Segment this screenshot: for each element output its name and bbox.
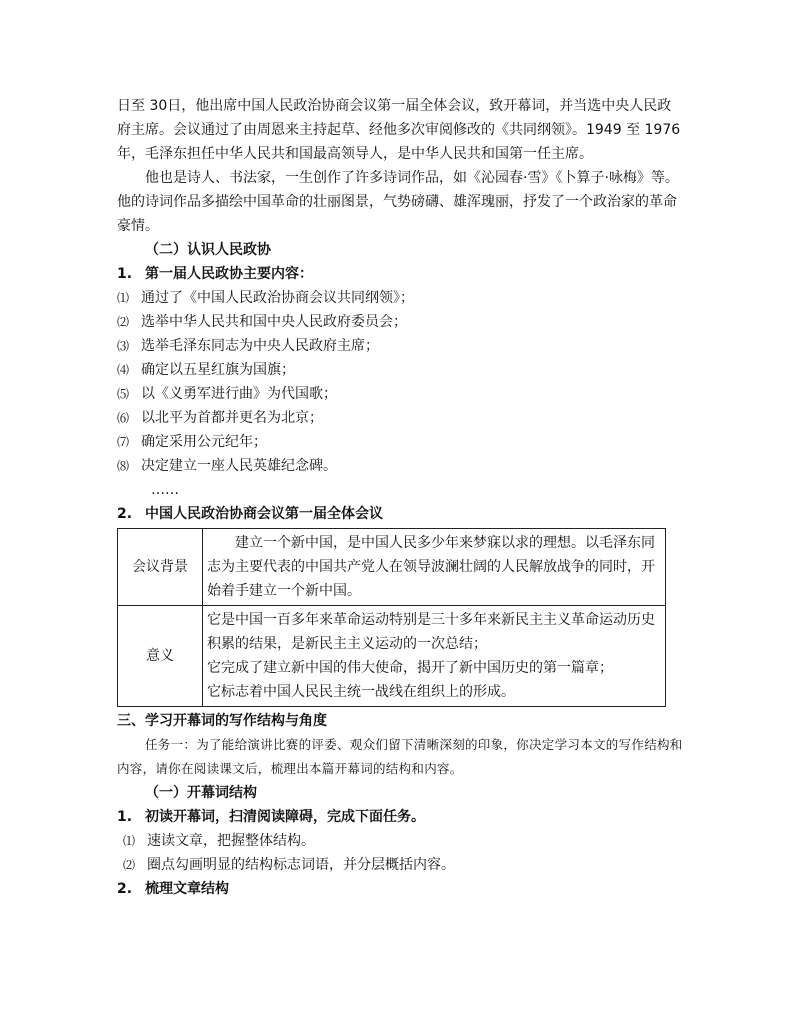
item-heading-1	[117, 262, 685, 286]
list-item-number: ⑵	[123, 858, 136, 872]
item-heading-2	[117, 502, 685, 526]
list-item-text: 确定以五星红旗为国旗；	[141, 362, 295, 378]
list-item-text: 速读文章，把握整体结构。	[147, 833, 315, 849]
step-heading-2	[117, 877, 685, 901]
table-label-significance: 意义	[118, 606, 203, 707]
document-body	[117, 94, 685, 901]
list-item-text: 以北平为首都并更名为北京；	[141, 410, 323, 426]
section-title: 学习开幕词的写作结构与角度	[145, 713, 327, 729]
list-item-text: 选举毛泽东同志为中央人民政府主席；	[141, 338, 379, 354]
list-item	[117, 358, 685, 382]
list-item-number: ⑸	[117, 387, 130, 401]
item-number: 1.	[117, 266, 133, 282]
list-item-number: ⑶	[117, 339, 130, 353]
list-item-number: ⑹	[117, 411, 130, 425]
ellipsis: ……	[151, 482, 179, 498]
step-heading-1	[117, 805, 685, 829]
table-label-background: 会议背景	[118, 529, 203, 606]
list-item-number: ⑻	[117, 459, 130, 473]
list-item-number: ⑷	[117, 363, 130, 377]
list-item-text: 决定建立一座人民英雄纪念碑。	[141, 458, 337, 474]
step-number: 2.	[117, 881, 133, 897]
item-title: 中国人民政治协商会议第一届全体会议	[145, 506, 383, 522]
list-item-text: 选举中华人民共和国中央人民政府委员会；	[141, 314, 407, 330]
list-item	[117, 334, 685, 358]
section-heading-know-cppcc: （二）认识人民政协	[145, 242, 271, 258]
list-item-text: 以《义勇军进行曲》为代国歌；	[141, 386, 337, 402]
item-title: 第一届人民政协主要内容：	[145, 266, 313, 282]
contents-list	[117, 286, 685, 478]
significance-line: 它标志着中国人民民主统一战线在组织上的形成。	[207, 684, 515, 700]
table-cell-significance	[203, 606, 666, 707]
list-item-text: 确定采用公元纪年；	[141, 434, 267, 450]
list-item-number: ⑴	[123, 834, 136, 848]
list-item	[117, 382, 685, 406]
list-item-text: 圈点勾画明显的结构标志词语，并分层概括内容。	[147, 857, 455, 873]
list-item	[117, 454, 685, 478]
significance-line: 它完成了建立新中国的伟大使命，揭开了新中国历史的第一篇章；	[207, 660, 613, 676]
conference-info-table	[117, 528, 666, 707]
step-title: 初读开幕词，扫清阅读障碍，完成下面任务。	[145, 809, 425, 825]
step-title: 梳理文章结构	[145, 881, 229, 897]
significance-line: 它是中国一百多年来革命运动特别是三十多年来新民主主义革命运动历史积累的结果，是新民主主义运动的一次总结；	[207, 612, 655, 652]
list-item	[117, 430, 685, 454]
item-number: 2.	[117, 506, 133, 522]
list-item-number: ⑵	[117, 315, 130, 329]
intro-paragraph-2: 他也是诗人、书法家，一生创作了许多诗词作品，如《沁园春·雪》《卜算子·咏梅》等。他的诗词作品多描绘中国革命的壮丽图景，气势磅礴、雄浑瑰丽，抒发了一个政治家的革命豪情。	[117, 170, 679, 234]
section-3-heading	[117, 709, 685, 733]
subsection-heading-structure: （一）开幕词结构	[145, 785, 257, 801]
step-number: 1.	[117, 809, 133, 825]
list-item-number: ⑺	[117, 435, 130, 449]
table-cell-background: 建立一个新中国，是中国人民多少年来梦寐以求的理想。以毛泽东同志为主要代表的中国共产党人在领导波澜壮阔的人民解放战争的同时，开始着手建立一个新中国。	[203, 529, 666, 606]
task-one-text: 任务一：为了能给演讲比赛的评委、观众们留下清晰深刻的印象，你决定学习本文的写作结构和内容，请你在阅读课文后，梳理出本篇开幕词的结构和内容。	[117, 737, 683, 776]
step-1-item	[117, 829, 685, 853]
list-item	[117, 286, 685, 310]
list-item	[117, 406, 685, 430]
intro-paragraph-1: 日至 30日，他出席中国人民政治协商会议第一届全体会议，致开幕词，并当选中央人民政府主席。会议通过了由周恩来主持起草、经他多次审阅修改的《共同纲领》。1949 至 1976 年，毛泽东担任中华人民共和国最高领导人，是中华人民共和国第一任主席。	[117, 98, 681, 162]
list-item-number: ⑴	[117, 291, 130, 305]
list-item	[117, 310, 685, 334]
table-row-background	[118, 529, 666, 606]
table-row-significance	[118, 606, 666, 707]
list-item-text: 通过了《中国人民政治协商会议共同纲领》；	[141, 290, 414, 306]
step-1-item	[117, 853, 685, 877]
section-number: 三、	[117, 713, 145, 729]
